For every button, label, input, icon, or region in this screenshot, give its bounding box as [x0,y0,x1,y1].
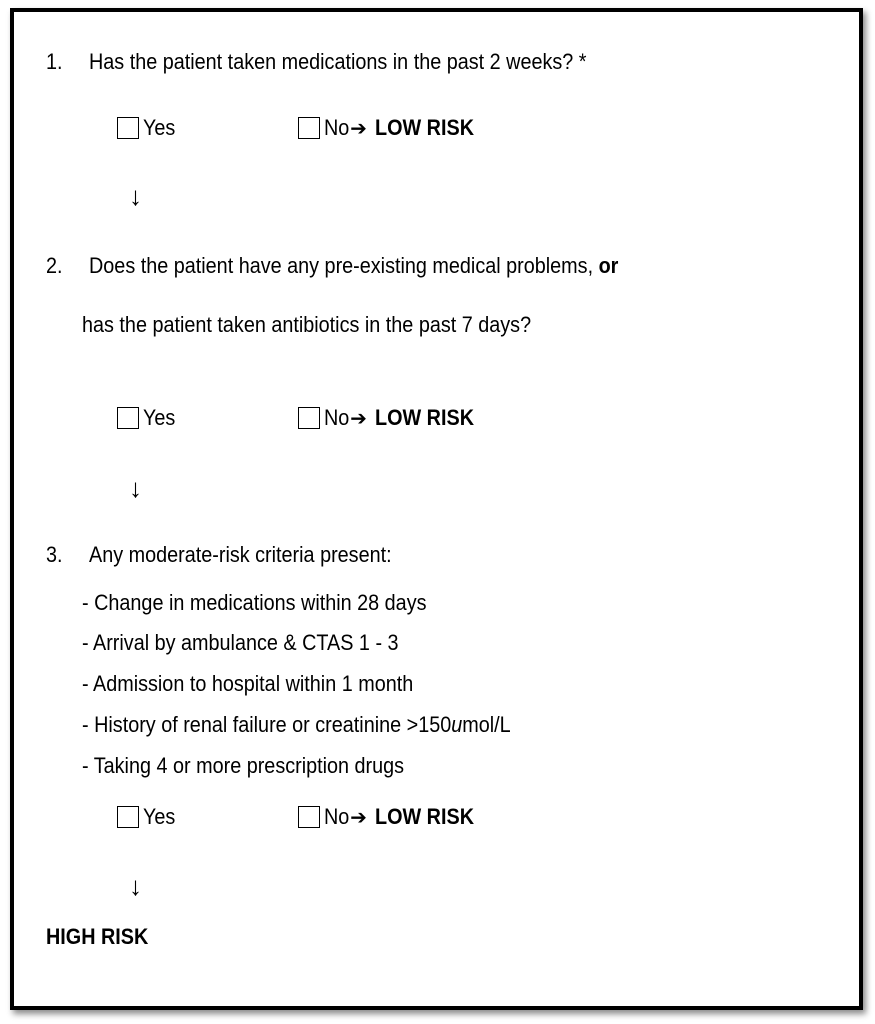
q3-yes-option[interactable] [117,804,179,830]
q1-yes-label: Yes [143,115,176,140]
q3-yes-label: Yes [143,804,176,829]
q1-no-checkbox[interactable] [298,117,320,139]
right-arrow-icon: ➔ [350,407,367,430]
q1-yes-option[interactable] [117,115,179,141]
q2-yes-label: Yes [143,405,176,430]
q1-no-label: No [324,115,350,140]
q3-low-risk: LOW RISK [374,804,474,829]
q2-text-line2: has the patient taken antibiotics in the past 7 days? [82,312,532,337]
q3-unit-rest: mol/L [462,712,511,737]
q3-criterion: - Admission to hospital within 1 month [82,671,414,696]
q1-text: Has the patient taken medications in the past 2 weeks? * [89,49,587,74]
q3-text: Any moderate-risk criteria present: [89,542,392,567]
q3-criterion: - Change in medications within 28 days [82,590,427,615]
q2-low-risk: LOW RISK [374,405,474,430]
q3-criterion: - Taking 4 or more prescription drugs [82,753,405,778]
down-arrow-icon: ↓ [129,871,142,901]
form-frame [10,8,863,1010]
q2-or: or [598,253,619,278]
q1-no-option[interactable] [298,115,485,141]
down-arrow-icon: ↓ [129,181,142,211]
q2-text-line1 [89,253,618,279]
q2-no-checkbox[interactable] [298,407,320,429]
q2-no-label: No [324,405,350,430]
down-arrow-icon: ↓ [129,473,142,503]
q3-yes-checkbox[interactable] [117,806,139,828]
right-arrow-icon: ➔ [350,117,367,140]
q2-yes-checkbox[interactable] [117,407,139,429]
right-arrow-icon: ➔ [350,806,367,829]
q3-no-option[interactable] [298,804,485,830]
q3-unit-italic: u [451,712,463,737]
q3-criterion [82,712,511,738]
q2-yes-option[interactable] [117,405,179,431]
q3-number: 3. [46,542,63,567]
q1-low-risk: LOW RISK [374,115,474,140]
q2-number: 2. [46,253,63,278]
high-risk-outcome: HIGH RISK [46,924,149,949]
q3-criterion-text: - History of renal failure or creatinine >150 [82,712,452,737]
q1-number: 1. [46,49,63,74]
q3-no-label: No [324,804,350,829]
q2-no-option[interactable] [298,405,485,431]
q2-text-main: Does the patient have any pre-existing medical problems, [89,253,594,278]
q1-yes-checkbox[interactable] [117,117,139,139]
q3-no-checkbox[interactable] [298,806,320,828]
q3-criterion: - Arrival by ambulance & CTAS 1 - 3 [82,630,399,655]
